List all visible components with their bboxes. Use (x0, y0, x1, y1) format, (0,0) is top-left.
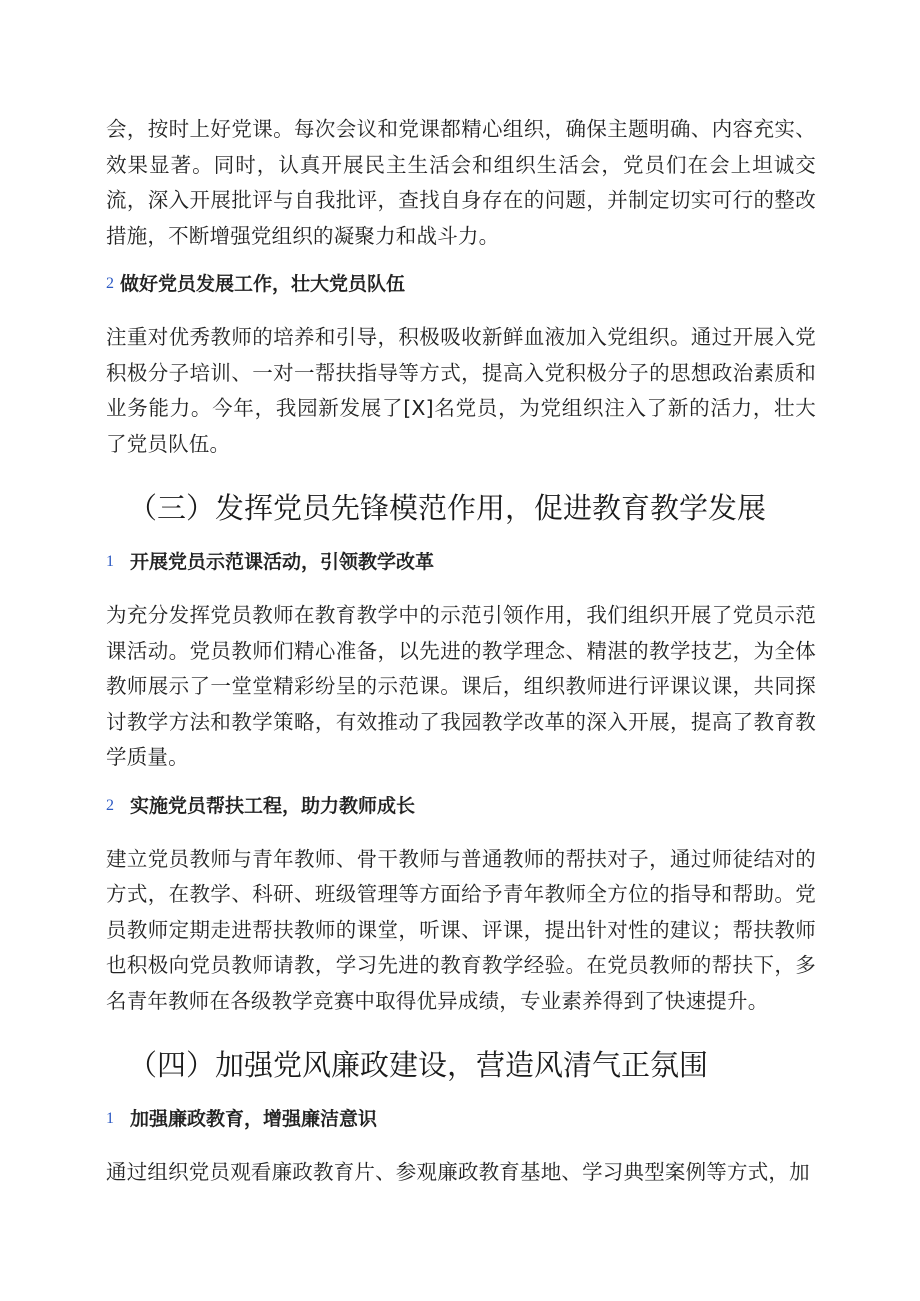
paragraph-party-development: 注重对优秀教师的培养和引导，积极吸收新鲜血液加入党组织。通过开展入党积极分子培训、一对一帮扶指导等方式，提高入党积极分子的思想政治素质和业务能力。今年，我园新发展了[X]名党员，为党组织注入了新的活力，壮大了党员队伍。 (106, 325, 816, 456)
paragraph-mentoring: 建立党员教师与青年教师、骨干教师与普通教师的帮扶对子，通过师徒结对的方式，在教学、科研、班级管理等方面给予青年教师全方位的指导和帮助。党员教师定期走进帮扶教师的课堂，听课、评课，提出针对性的建议；帮扶教师也积极向党员教师请教，学习先进的教育教学经验。在党员教师的帮扶下，多名青年教师在各级教学竞赛中取得优异成绩，专业素养得到了快速提升。 (106, 846, 816, 1013)
paragraph-meetings: 会，按时上好党课。每次会议和党课都精心组织，确保主题明确、内容充实、效果显著。同时，认真开展民主生活会和组织生活会，党员们在会上坦诚交流，深入开展批评与自我批评，查找自身存在的问题，并制定切实可行的整改措施，不断增强党组织的凝聚力和战斗力。 (106, 117, 816, 248)
section-heading-four: （四）加强党风廉政建设，营造风清气正氛围 (128, 1048, 709, 1082)
subheading-integrity-education (106, 1105, 920, 1133)
subheading-text: 做好党员发展工作，壮大党员队伍 (120, 273, 406, 295)
section-heading-three: （三）发挥党员先锋模范作用，促进教育教学发展 (128, 491, 767, 525)
subheading-number: 1 (106, 1110, 114, 1127)
subheading-mentoring (106, 792, 920, 820)
paragraph-demo-class: 为充分发挥党员教师在教育教学中的示范引领作用，我们组织开展了党员示范课活动。党员教师们精心准备，以先进的教学理念、精湛的教学技艺，为全体教师展示了一堂堂精彩纷呈的示范课。课后，组织教师进行评课议课，共同探讨教学方法和教学策略，有效推动了我园教学改革的深入开展，提高了教育教学质量。 (106, 603, 816, 769)
subheading-number: 2 (106, 275, 114, 292)
subheading-number: 2 (106, 796, 114, 814)
subheading-demo-class (106, 548, 920, 576)
subheading-text: 开展党员示范课活动，引领教学改革 (130, 551, 435, 573)
paragraph-integrity-education: 通过组织党员观看廉政教育片、参观廉政教育基地、学习典型案例等方式，加 (106, 1160, 810, 1184)
subheading-text: 加强廉政教育，增强廉洁意识 (130, 1108, 378, 1130)
subheading-number: 1 (106, 553, 114, 570)
subheading-text: 实施党员帮扶工程，助力教师成长 (130, 794, 416, 817)
subheading-party-development (106, 270, 920, 298)
